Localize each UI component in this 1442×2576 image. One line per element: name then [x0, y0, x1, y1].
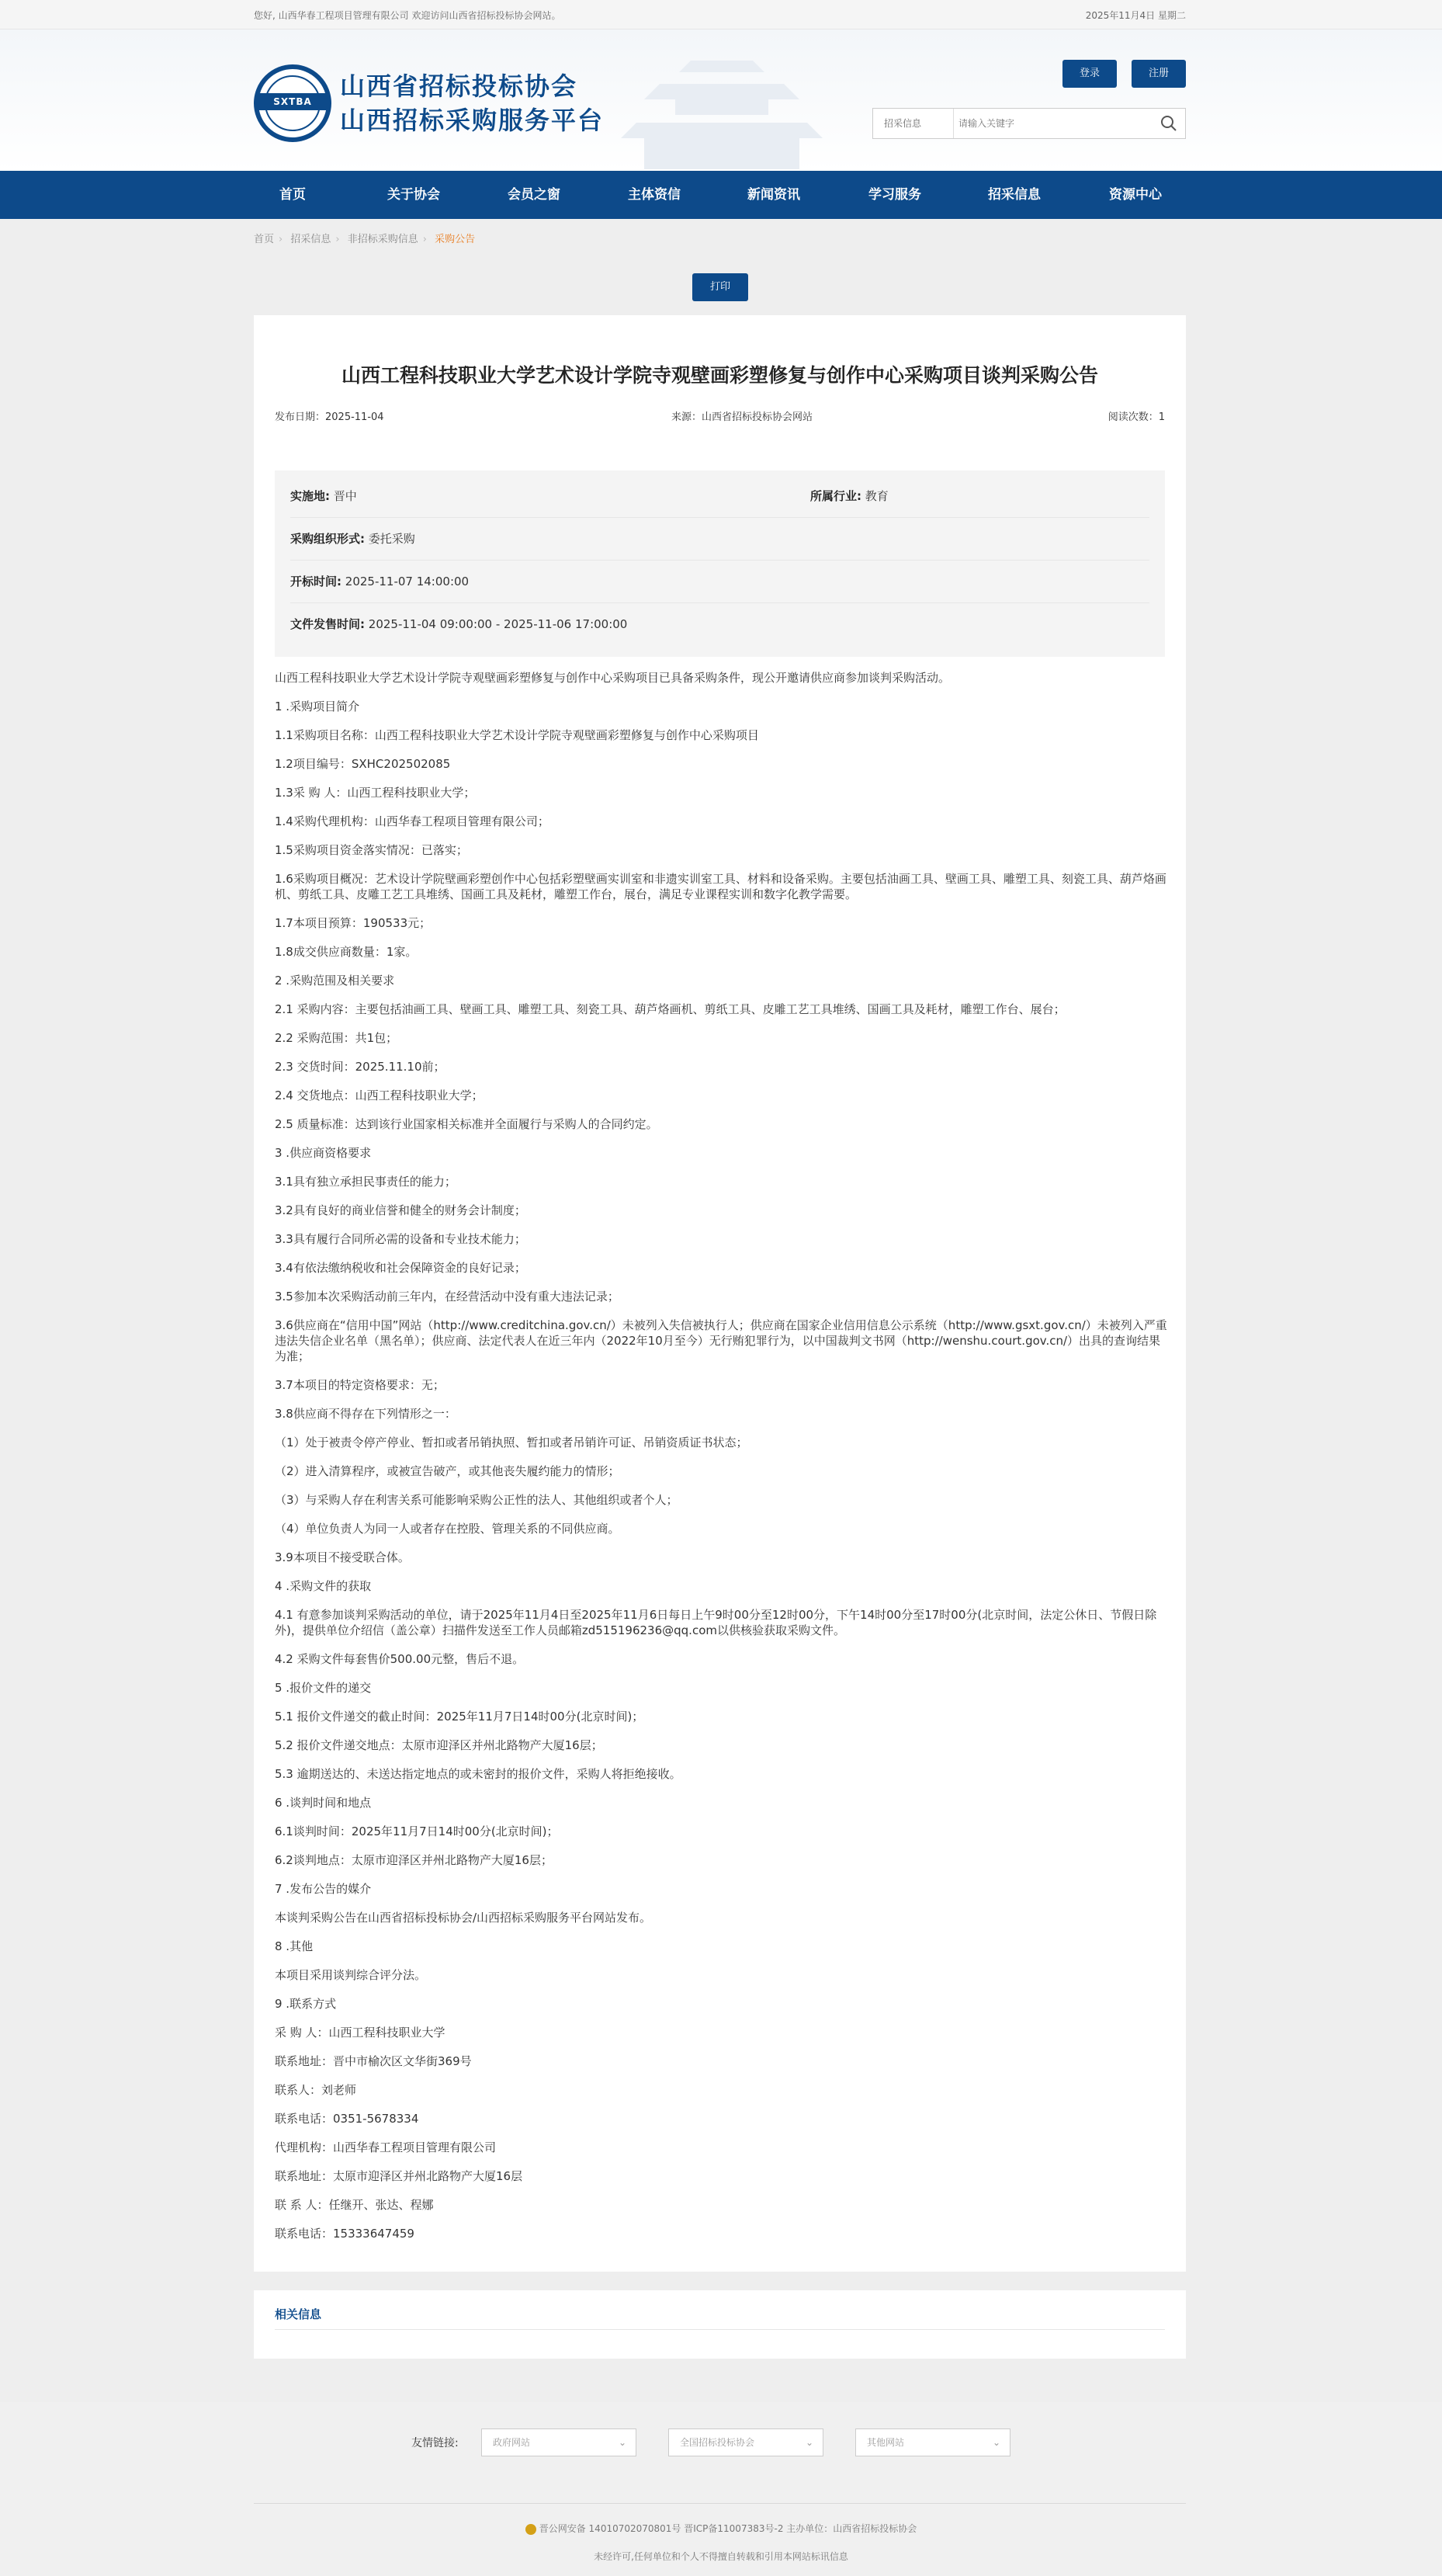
- article-paragraph: 5.3 逾期送达的、未送达指定地点的或未密封的报价文件，采购人将拒绝接收。: [275, 1767, 681, 1781]
- article-paragraph: 5.1 报价文件递交的截止时间：2025年11月7日14时00分(北京时间)；: [275, 1710, 644, 1724]
- read-count: 阅读次数：1: [1107, 411, 1165, 423]
- article-paragraph: 1.4采购代理机构：山西华春工程项目管理有限公司；: [275, 814, 549, 828]
- breadcrumb-current: 采购公告: [435, 234, 476, 245]
- nav-item-credit[interactable]: 主体资信: [628, 187, 681, 203]
- info-row-location: [290, 475, 1149, 518]
- article-paragraph: 联系人：刘老师: [275, 2083, 357, 2097]
- article-paragraph: 3.3具有履行合同所必需的设备和专业技术能力；: [275, 1232, 526, 1246]
- article-paragraph: 2.4 交货地点：山西工程科技职业大学；: [275, 1088, 484, 1102]
- top-bar: [0, 0, 1442, 30]
- article-paragraph: （1）处于被责令停产停业、暂扣或者吊销执照、暂扣或者吊销许可证、吊销资质证书状态；: [275, 1436, 748, 1449]
- article-paragraph: 1.7本项目预算：190533元；: [275, 916, 432, 930]
- article-paragraph: 4.1 有意参加谈判采购活动的单位，请于2025年11月4日至2025年11月6日每日上午9时00分至12时00分，下午14时00分至17时00分(北京时间，法定公休日、节假日除外)，提供单位介绍信（盖公章）扫描件发送至工作人员邮箱zd515196236@qq.com以供核验获取采购文件。: [275, 1608, 1157, 1637]
- project-info-panel: [275, 470, 1165, 657]
- chevron-down-icon: ⌄: [992, 2437, 1000, 2448]
- nav-item-procurement[interactable]: 招采信息: [988, 187, 1041, 203]
- copyright-line1: 晋公网安备 14010702070801号 晋ICP备11007383号-2 主办单位：山西省招标投标协会: [539, 2523, 917, 2534]
- related-info-section: [254, 2290, 1186, 2359]
- article-paragraph: 本谈判采购公告在山西省招标投标协会/山西招标采购服务平台网站发布。: [275, 1911, 652, 1925]
- logo-emblem[interactable]: [254, 64, 331, 142]
- search-category-select[interactable]: 招采信息: [873, 109, 954, 138]
- article-paragraph: 2.5 质量标准：达到该行业国家相关标准并全面履行与采购人的合同约定。: [275, 1117, 658, 1131]
- select-2-value: 全国招标投标协会: [680, 2437, 755, 2448]
- industry-label: 所属行业:: [810, 489, 861, 503]
- article-paragraph: 5.2 报价文件递交地点：太原市迎泽区并州北路物产大厦16层；: [275, 1738, 603, 1752]
- login-button[interactable]: 登录: [1062, 60, 1117, 88]
- date-text: 2025年11月4日 星期二: [1085, 10, 1186, 21]
- friend-links-label: 友情链接:: [411, 2437, 459, 2449]
- info-row-org: [290, 518, 1149, 561]
- search-input[interactable]: [958, 113, 1137, 134]
- open-time-label: 开标时间:: [290, 575, 341, 588]
- article-paragraph: 联系电话：15333647459: [275, 2227, 414, 2241]
- article-paragraph: （4）单位负责人为同一人或者存在控股、管理关系的不同供应商。: [275, 1522, 620, 1536]
- footer-copyright: [0, 2522, 1442, 2535]
- article-paragraph: 8 .其他: [275, 1939, 314, 1953]
- org-label: 采购组织形式:: [290, 532, 365, 546]
- article-paragraph: 3 .供应商资格要求: [275, 1146, 372, 1160]
- article-paragraph: 联系地址：晋中市榆次区文华街369号: [275, 2054, 472, 2068]
- article-paragraph: 3.1具有独立承担民事责任的能力；: [275, 1175, 456, 1189]
- article-paragraph: 1.2项目编号：SXHC202502085: [275, 757, 451, 771]
- nav-item-learning[interactable]: 学习服务: [868, 187, 921, 203]
- article-paragraph: 2.3 交货时间：2025.11.10前；: [275, 1060, 445, 1074]
- article-paragraph: 4.2 采购文件每套售价500.00元整，售后不退。: [275, 1652, 525, 1666]
- article-paragraph: 3.7本项目的特定资格要求：无；: [275, 1378, 445, 1392]
- article-paragraph: 1.5采购项目资金落实情况：已落实；: [275, 843, 468, 857]
- article-paragraph: 6.1谈判时间：2025年11月7日14时00分(北京时间)；: [275, 1824, 559, 1838]
- article-paragraph: 2.1 采购内容：主要包括油画工具、壁画工具、雕塑工具、刻瓷工具、葫芦烙画机、剪纸工具、皮雕工艺工具堆绣、国画工具及耗材，雕塑工作台、展台；: [275, 1002, 1066, 1016]
- article-paragraph: 4 .采购文件的获取: [275, 1579, 372, 1593]
- search-icon[interactable]: [1160, 115, 1177, 132]
- select-3-value: 其他网站: [867, 2437, 905, 2448]
- site-title-line2: 山西招标采购服务平台: [340, 106, 605, 135]
- publish-date: 发布日期：2025-11-04: [275, 411, 384, 423]
- article-title: 山西工程科技职业大学艺术设计学院寺观壁画彩塑修复与创作中心采购项目谈判采购公告: [341, 364, 1098, 387]
- article-paragraph: 2 .采购范围及相关要求: [275, 974, 395, 988]
- article-paragraph: 1.6采购项目概况：艺术设计学院壁画彩塑创作中心包括彩塑壁画实训室和非遗实训室工具、材料和设备采购。主要包括油画工具、壁画工具、雕塑工具、刻瓷工具、葫芦烙画机、剪纸工具、皮雕工艺工具堆绣、国画工具及耗材，雕塑工作台，展台，满足专业课程实训和数字化教学需要。: [275, 872, 1166, 901]
- logo-abbr: SXTBA: [255, 93, 330, 110]
- org-value: 委托采购: [368, 532, 415, 546]
- breadcrumb-non-tender[interactable]: 非招标采购信息: [347, 234, 418, 245]
- friend-link-select-3[interactable]: [855, 2428, 1010, 2456]
- article-paragraph: 6.2谈判地点：太原市迎泽区并州北路物产大厦16层；: [275, 1853, 553, 1867]
- article-card: [254, 315, 1186, 2272]
- friend-link-select-1[interactable]: [481, 2428, 636, 2456]
- print-button[interactable]: 打印: [692, 273, 748, 301]
- article-paragraph: 1.3采 购 人：山西工程科技职业大学；: [275, 786, 476, 800]
- article-paragraph: 本项目采用谈判综合评分法。: [275, 1968, 427, 1982]
- register-button[interactable]: 注册: [1132, 60, 1186, 88]
- article-paragraph: 采 购 人：山西工程科技职业大学: [275, 2026, 445, 2040]
- welcome-text: 您好, 山西华春工程项目管理有限公司 欢迎访问山西省招标投标协会网站。: [254, 10, 561, 21]
- chevron-right-icon: ›: [279, 234, 283, 245]
- footer-divider: [254, 2503, 1186, 2504]
- article-paragraph: 3.5参加本次采购活动前三年内，在经营活动中没有重大违法记录；: [275, 1290, 619, 1304]
- chevron-down-icon: ⌄: [618, 2437, 626, 2448]
- article-paragraph: 2.2 采购范围：共1包；: [275, 1031, 398, 1045]
- nav-item-about[interactable]: 关于协会: [387, 187, 440, 203]
- article-paragraph: 3.9本项目不接受联合体。: [275, 1550, 410, 1564]
- breadcrumb-procurement[interactable]: 招采信息: [290, 234, 331, 245]
- friend-link-select-2[interactable]: [668, 2428, 823, 2456]
- article-paragraph: 联系电话：0351-5678334: [275, 2112, 419, 2126]
- site-header: [0, 30, 1442, 171]
- temple-decoration: [613, 37, 830, 169]
- article-paragraph: 代理机构：山西华春工程项目管理有限公司: [275, 2140, 497, 2154]
- nav-item-news[interactable]: 新闻资讯: [747, 187, 800, 203]
- article-paragraph: 3.4有依法缴纳税收和社会保障资金的良好记录；: [275, 1261, 526, 1275]
- article-paragraph: 山西工程科技职业大学艺术设计学院寺观壁画彩塑修复与创作中心采购项目已具备采购条件，现公开邀请供应商参加谈判采购活动。: [275, 671, 951, 685]
- industry-value: 教育: [865, 489, 889, 503]
- location-value: 晋中: [333, 489, 357, 503]
- related-info-title: 相关信息: [275, 2307, 322, 2321]
- breadcrumb-home[interactable]: 首页: [254, 234, 275, 245]
- main-nav: [0, 171, 1442, 219]
- site-title-line1: 山西省招标投标协会: [340, 71, 578, 101]
- article-paragraph: 3.8供应商不得存在下列情形之一：: [275, 1407, 456, 1421]
- article-paragraph: 联 系 人：任继开、张达、程娜: [275, 2198, 434, 2212]
- article-paragraph: 3.2具有良好的商业信誉和健全的财务会计制度；: [275, 1203, 526, 1217]
- article-paragraph: 1 .采购项目简介: [275, 700, 360, 713]
- article-paragraph: 9 .联系方式: [275, 1997, 337, 2011]
- search-box: [872, 108, 1186, 139]
- article-paragraph: 1.8成交供应商数量：1家。: [275, 945, 418, 959]
- chevron-right-icon: ›: [335, 234, 340, 245]
- article-paragraph: （3）与采购人存在利害关系可能影响采购公正性的法人、其他组织或者个人；: [275, 1493, 678, 1507]
- article-paragraph: （2）进入清算程序，或被宣告破产，或其他丧失履约能力的情形；: [275, 1464, 620, 1478]
- open-time-value: 2025-11-07 14:00:00: [345, 575, 470, 588]
- article-paragraph: 1.1采购项目名称：山西工程科技职业大学艺术设计学院寺观壁画彩塑修复与创作中心采购项目: [275, 728, 759, 742]
- info-row-open-time: [290, 561, 1149, 603]
- select-1-value: 政府网站: [493, 2437, 531, 2448]
- article-paragraph: 7 .发布公告的媒介: [275, 1882, 372, 1896]
- footer-notice: 未经许可,任何单位和个人不得擅自转载和引用本网站标讯信息: [594, 2551, 848, 2562]
- breadcrumb: [254, 231, 480, 245]
- chevron-down-icon: ⌄: [805, 2437, 813, 2448]
- article-paragraph: 6 .谈判时间和地点: [275, 1796, 372, 1810]
- article-paragraph: 3.6供应商在“信用中国”网站（http://www.creditchina.gov.cn/）未被列入失信被执行人；供应商在国家企业信用信息公示系统（http://www.gsxt.gov.cn/）未被列入严重违法失信企业名单（黑名单）；供应商、法定代表人在近三年内（2022年10月至今）无行贿犯罪行为，以中国裁判文书网（http://wenshu.court.gov.cn/）出具的查询结果为准；: [275, 1318, 1167, 1363]
- location-label: 实施地:: [290, 489, 330, 503]
- doc-time-value: 2025-11-04 09:00:00 - 2025-11-06 17:00:00: [368, 617, 628, 631]
- nav-item-resources[interactable]: 资源中心: [1109, 187, 1162, 203]
- site-footer: [0, 2402, 1442, 2576]
- article-paragraph: 联系地址：太原市迎泽区并州北路物产大厦16层: [275, 2169, 523, 2183]
- article-paragraph: 5 .报价文件的递交: [275, 1681, 372, 1695]
- police-badge-icon: [525, 2524, 536, 2535]
- info-row-doc-time: [290, 603, 1149, 646]
- chevron-right-icon: ›: [422, 234, 427, 245]
- nav-item-members[interactable]: 会员之窗: [508, 187, 560, 203]
- doc-time-label: 文件发售时间:: [290, 617, 365, 631]
- article-source: 来源：山西省招标投标协会网站: [671, 411, 813, 423]
- nav-item-home[interactable]: 首页: [279, 187, 306, 203]
- related-divider: [275, 2329, 1165, 2330]
